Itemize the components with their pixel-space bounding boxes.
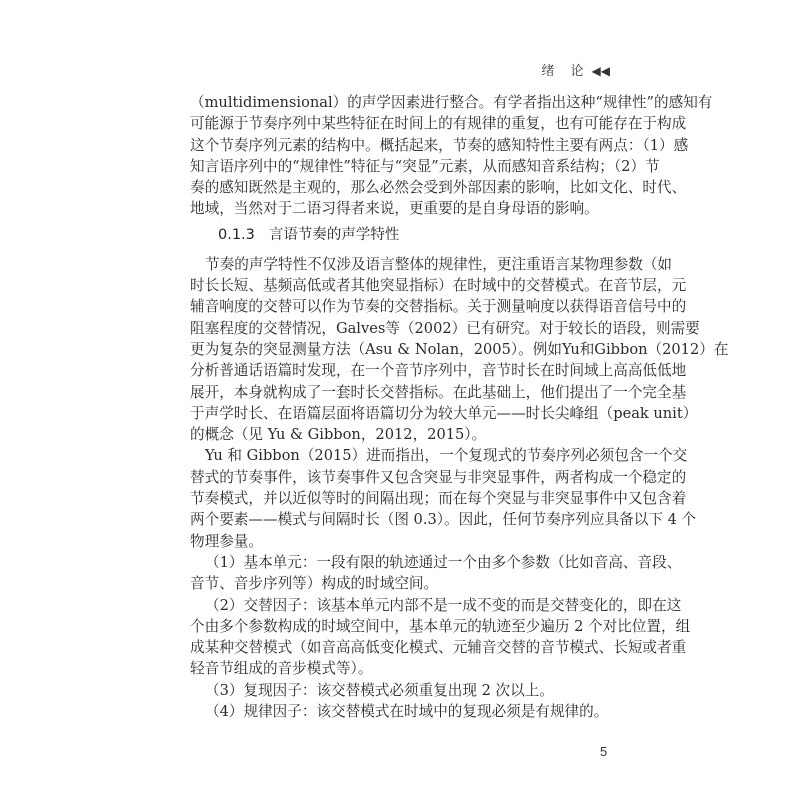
text-line: 展开，本身就构成了一套时长交替指标。在此基础上，他们提出了一个完全基 (190, 383, 687, 401)
text-line: 成某种交替模式（如音高高低变化模式、元辅音交替的音节模式、长短或者重 (190, 639, 687, 657)
text-line: 轻音节组成的音步模式等）。 (190, 660, 373, 678)
paragraph (190, 552, 682, 595)
arrows-icon: ◀◀ (591, 64, 610, 78)
section-title: 言语节奏的声学特性 (268, 226, 400, 243)
paragraph (190, 701, 607, 722)
text-line: 时长长短、基频高低或者其他突显指标）在时域中的交替模式。在音节层，元 (190, 277, 687, 295)
page-number: 5 (600, 744, 608, 759)
text-line: 更为复杂的突显测量方法（Asu & Nolan，2005）。例如Yu和Gibbon（2012）在 (190, 340, 729, 358)
text-line: 地域，当然对于二语习得者来说，更重要的是自身母语的影响。 (190, 200, 599, 218)
text-line: 于声学时长、在语篇层面将语篇切分为较大单元——时长尖峰组（peak unit） (190, 404, 698, 422)
text-line: Yu 和 Gibbon（2015）进而指出，一个复现式的节奏序列必须包含一个交 (205, 447, 688, 465)
body-text (190, 92, 729, 722)
text-line: 音节、音步序列等）构成的时域空间。 (190, 575, 439, 593)
section-number: 0.1.3 (218, 226, 255, 243)
chapter-title: 绪 论 (541, 64, 590, 79)
running-head (541, 60, 610, 79)
paragraphs-before (190, 92, 713, 220)
paragraph (190, 595, 691, 680)
text-line: （1）基本单元：一段有限的轨迹通过一个由多个参数（比如音高、音段、 (205, 553, 682, 571)
section-heading (190, 220, 607, 254)
text-line: 可能源于节奏序列中某些特征在时间上的有规律的重复，也有可能存在于构成 (190, 115, 687, 133)
text-line: 辅音响度的交替可以作为节奏的交替指标。关于测量响度以获得语音信号中的 (190, 298, 687, 316)
text-line: 奏的感知既然是主观的，那么必然会受到外部因素的影响，比如文化、时代、 (190, 179, 687, 197)
text-line: 两个要素——模式与间隔时长（图 0.3）。因此，任何节奏序列应具备以下 4 个 (190, 511, 697, 529)
text-line: 节奏的声学特性不仅涉及语言整体的规律性，更注重语言某物理参数（如 (205, 255, 673, 273)
paragraph (190, 445, 697, 551)
text-line: 这个节奏序列元素的结构中。概括起来，节奏的感知特性主要有两点：（1）感 (190, 136, 689, 154)
text-line: 的概念（见 Yu & Gibbon，2012，2015）。 (190, 426, 487, 444)
text-line: （2）交替因子：该基本单元内部不是一成不变的而是交替变化的，即在这 (205, 596, 682, 614)
paragraphs-after (190, 254, 729, 723)
paragraph (190, 92, 713, 220)
text-line: 个由多个参数构成的时域空间中，基本单元的轨迹至少遍历 2 个对比位置，组 (190, 617, 691, 635)
text-line: 替式的节奏事件，该节奏事件又包含突显与非突显事件，两者构成一个稳定的 (190, 468, 687, 486)
text-line: 分析普通话语篇时发现，在一个音节序列中，音节时长在时间域上高高低低地 (190, 362, 687, 380)
text-line: 物理参量。 (190, 532, 263, 550)
paragraph (190, 680, 607, 701)
text-line: （3）复现因子：该交替模式必须重复出现 2 次以上。 (205, 681, 554, 699)
text-line: 知言语序列中的“规律性”特征与“突显”元素，从而感知音系结构；（2）节 (190, 157, 660, 175)
text-line: （multidimensional）的声学因素进行整合。有学者指出这种“规律性”的感知有 (190, 94, 713, 111)
text-line: （4）规律因子：该交替模式在时域中的复现必须是有规律的。 (205, 703, 609, 721)
paragraph (190, 254, 729, 446)
text-line: 节奏模式，并以近似等时的间隔出现；而在每个突显与非突显事件中又包含着 (190, 490, 687, 508)
text-line: 阻塞程度的交替情况，Galves等（2002）已有研究。对于较长的语段，则需要 (190, 319, 700, 337)
